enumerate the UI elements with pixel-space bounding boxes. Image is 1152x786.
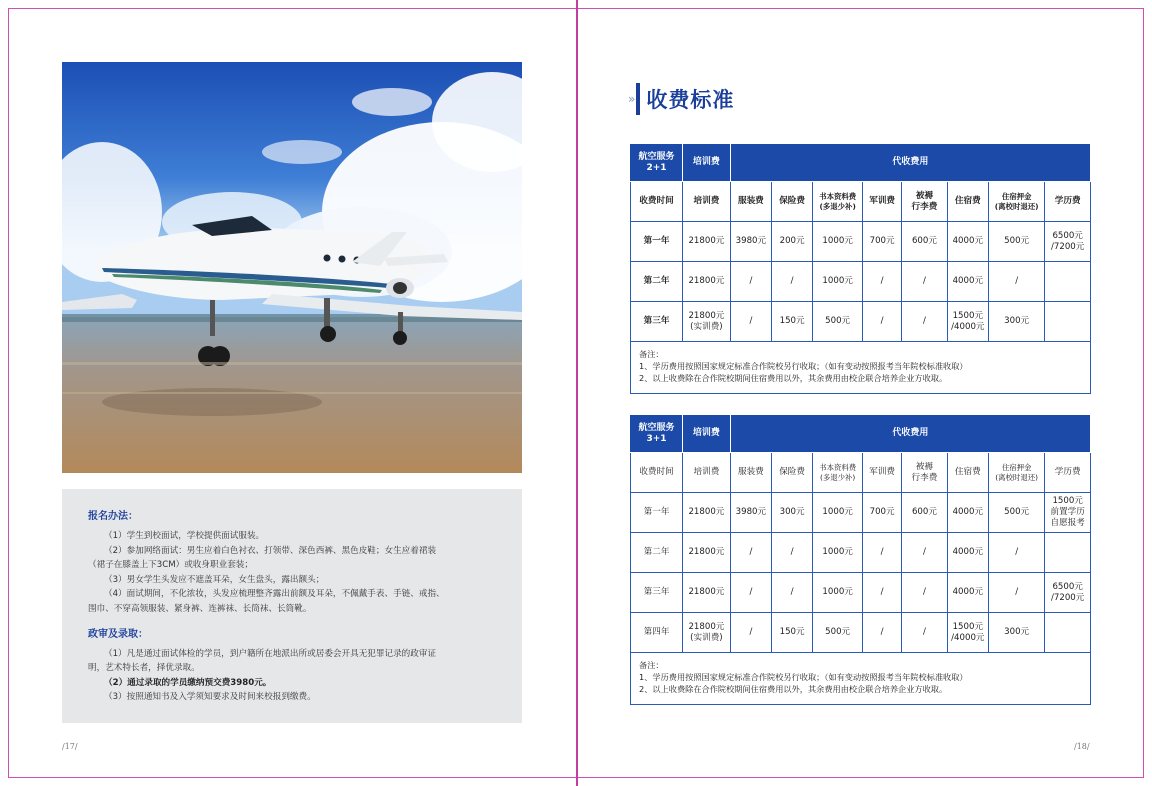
table-cell: /: [902, 573, 948, 613]
table-row: [631, 262, 1091, 302]
table-cell: 150元: [772, 302, 813, 342]
notes-cell: 备注： 1、学历费用按照国家规定标准合作院校另行收取；（如有变动按照报考当年院校标准收取） 2、以上收费除在合作院校期间住宿费用以外，其余费用由校企联合培养企业方收取。: [631, 653, 1091, 705]
column-header: 学历费: [1045, 182, 1091, 222]
column-header: 保险费: [772, 182, 813, 222]
column-header: 服装费: [730, 182, 771, 222]
table-cell: 200元: [772, 222, 813, 262]
table-cell: 21800元 (实训费): [683, 302, 731, 342]
table-cell: 21800元: [683, 573, 731, 613]
agency-fee-header: 代收费用: [730, 144, 1090, 182]
table-row: [631, 493, 1091, 533]
column-header: 收费时间: [631, 453, 683, 493]
table-cell: [1045, 533, 1091, 573]
table-cell: 4000元: [947, 573, 988, 613]
table-cell: /: [988, 573, 1044, 613]
column-header: 住宿押金 (离校时退还): [988, 453, 1044, 493]
table-cell: /: [902, 302, 948, 342]
row-year-cell: 第二年: [631, 262, 683, 302]
table-row: [631, 222, 1091, 262]
enroll-item-2: （2）参加网络面试：男生应着白色衬衣、打领带、深色西裤、黑色皮鞋；女生应着裙装: [104, 545, 437, 556]
table-cell: 700元: [863, 222, 902, 262]
table-cell: [1045, 613, 1091, 653]
training-fee-header: 培训费: [683, 415, 731, 453]
table-cell: 1500元 /4000元: [947, 613, 988, 653]
table-row: [631, 533, 1091, 573]
table-cell: 500元: [813, 302, 863, 342]
column-header: 被褥 行李费: [902, 182, 948, 222]
political-review-heading: 政审及录取：: [88, 628, 148, 640]
enroll-item-4: （4）面试期间，不化浓妆，头发应梳理整齐露出前额及耳朵，不佩戴手表、手链、戒指、: [104, 589, 445, 600]
agency-fee-header: 代收费用: [730, 415, 1090, 453]
training-fee-header: 培训费: [683, 144, 731, 182]
table-cell: /: [863, 613, 902, 653]
fee-table-2plus1: [630, 143, 1091, 394]
table-cell: /: [730, 613, 771, 653]
row-year-cell: 第二年: [631, 533, 683, 573]
enroll-method-heading: 报名办法：: [88, 511, 138, 522]
political-item-3: （3）按照通知书及入学须知要求及时间来校报到缴费。: [104, 692, 316, 703]
table-cell: 6500元 /7200元: [1045, 573, 1091, 613]
table-cell: 500元: [988, 222, 1044, 262]
table-cell: 1000元: [813, 573, 863, 613]
table-cell: /: [730, 533, 771, 573]
table-cell: 21800元: [683, 222, 731, 262]
table-cell: /: [730, 262, 771, 302]
column-header: 住宿费: [947, 453, 988, 493]
table-cell: /: [863, 533, 902, 573]
table-cell: 21800元: [683, 493, 731, 533]
column-header: 培训费: [683, 453, 731, 493]
political-item-1-cont: 明，艺术特长者，择优录取。: [88, 663, 200, 674]
table-cell: 3980元: [730, 222, 771, 262]
table-cell: 21800元 (实训费): [683, 613, 731, 653]
table-cell: 150元: [772, 613, 813, 653]
enroll-item-4-cont: 围巾、不穿高领服装、紧身裤、连裤袜、长筒袜、长筒靴。: [88, 603, 312, 614]
column-header: 书本资料费 (多退少补): [813, 453, 863, 493]
table-cell: 500元: [813, 613, 863, 653]
table-cell: 1500元 /4000元: [947, 302, 988, 342]
table-cell: /: [730, 302, 771, 342]
notes-cell: 备注： 1、学历费用按照国家规定标准合作院校另行收取；（如有变动按照报考当年院校标准收取） 2、以上收费除在合作院校期间住宿费用以外，其余费用由校企联合培养企业方收取。: [631, 342, 1091, 394]
table-cell: [1045, 302, 1091, 342]
table-cell: /: [730, 573, 771, 613]
political-item-2: （2）通过录取的学员缴纳预交费3980元。: [104, 677, 272, 688]
table-cell: 21800元: [683, 262, 731, 302]
table-cell: 4000元: [947, 222, 988, 262]
page-spine: [576, 0, 578, 786]
table-cell: 300元: [772, 493, 813, 533]
table-cell: 1000元: [813, 533, 863, 573]
section-title: [628, 82, 734, 116]
table-cell: 6500元 /7200元: [1045, 222, 1091, 262]
column-header: 服装费: [730, 453, 771, 493]
table-cell: 4000元: [947, 533, 988, 573]
column-header: 保险费: [772, 453, 813, 493]
enroll-item-1: （1）学生到校面试，学校提供面试服装。: [104, 531, 265, 541]
table-cell: [1045, 262, 1091, 302]
table-row: [631, 613, 1091, 653]
table-cell: 600元: [902, 493, 948, 533]
table-cell: /: [988, 262, 1044, 302]
row-year-cell: 第四年: [631, 613, 683, 653]
table-cell: 500元: [988, 493, 1044, 533]
row-year-cell: 第三年: [631, 302, 683, 342]
table-row: [631, 302, 1091, 342]
table-cell: /: [863, 302, 902, 342]
table-cell: /: [772, 573, 813, 613]
double-chevron-icon: »: [628, 92, 633, 106]
column-header: 书本资料费 (多退少补): [813, 182, 863, 222]
page-number-left: /17/: [62, 742, 78, 751]
column-header: 被褥 行李费: [902, 453, 948, 493]
fee-table-3plus1: [630, 414, 1091, 705]
table-row: [631, 573, 1091, 613]
table-cell: /: [772, 262, 813, 302]
row-year-cell: 第一年: [631, 222, 683, 262]
column-header: 收费时间: [631, 182, 683, 222]
enroll-item-3: （3）男女学生头发应不遮盖耳朵，女生盘头，露出额头；: [104, 574, 325, 585]
enroll-item-2-cont: （裙子在膝盖上下3CM）或收身职业套装；: [88, 560, 253, 571]
program-name-cell: 航空服务 2+1: [631, 144, 683, 182]
table-cell: 1000元: [813, 493, 863, 533]
table-cell: 300元: [988, 613, 1044, 653]
table-cell: /: [863, 573, 902, 613]
table-cell: 300元: [988, 302, 1044, 342]
title-accent-bar: [636, 83, 640, 115]
table-cell: 1000元: [813, 222, 863, 262]
table-cell: /: [902, 613, 948, 653]
political-item-1: （1）凡是通过面试体检的学员，到户籍所在地派出所或居委会开具无犯罪记录的政审证: [104, 648, 437, 659]
column-header: 军训费: [863, 182, 902, 222]
table-cell: 600元: [902, 222, 948, 262]
table-cell: 4000元: [947, 262, 988, 302]
table-cell: /: [988, 533, 1044, 573]
enrollment-info-box: [62, 489, 522, 723]
table-cell: 700元: [863, 493, 902, 533]
table-cell: 4000元: [947, 493, 988, 533]
column-header: 培训费: [683, 182, 731, 222]
table-cell: 3980元: [730, 493, 771, 533]
table-cell: /: [902, 262, 948, 302]
table-cell: 1500元 前置学历 自愿报考: [1045, 493, 1091, 533]
table-cell: /: [902, 533, 948, 573]
column-header: 学历费: [1045, 453, 1091, 493]
row-year-cell: 第一年: [631, 493, 683, 533]
table-cell: 21800元: [683, 533, 731, 573]
table-cell: 1000元: [813, 262, 863, 302]
column-header: 住宿费: [947, 182, 988, 222]
page-number-right: /18/: [1074, 742, 1090, 751]
column-header: 军训费: [863, 453, 902, 493]
row-year-cell: 第三年: [631, 573, 683, 613]
jet-photo: [62, 62, 522, 473]
column-header: 住宿押金 (离校时退还): [988, 182, 1044, 222]
table-cell: /: [863, 262, 902, 302]
table-cell: /: [772, 533, 813, 573]
page-title: 收费标准: [646, 88, 735, 112]
program-name-cell: 航空服务 3+1: [631, 415, 683, 453]
